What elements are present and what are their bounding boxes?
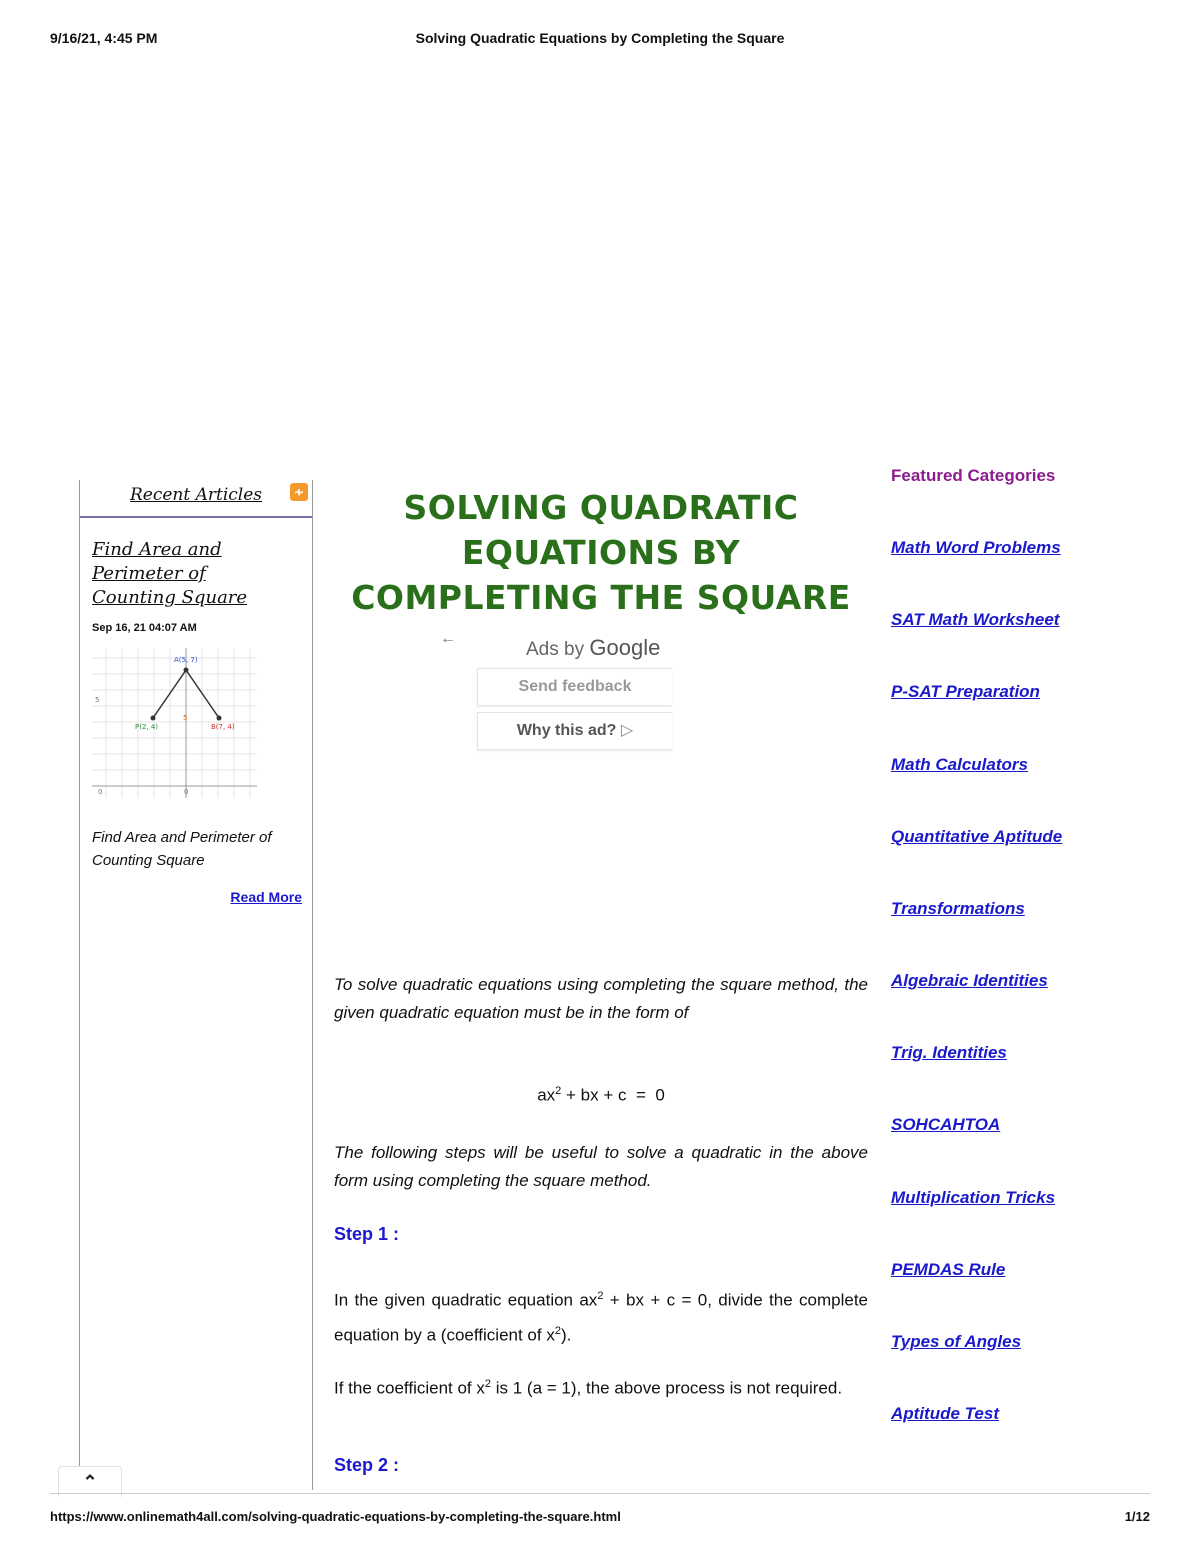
print-page-number: 1/12 bbox=[1124, 1509, 1150, 1524]
step-1-note-sup: 2 bbox=[484, 1378, 492, 1390]
print-url: https://www.onlinemath4all.com/solving-quadratic-equations-by-completing-the-square.html bbox=[50, 1509, 621, 1524]
recent-article-date: Sep 16, 21 04:07 AM bbox=[92, 622, 197, 634]
category-link-trig-identities[interactable]: Trig. Identities bbox=[891, 1043, 1007, 1062]
print-page-title: Solving Quadratic Equations by Completing the Square bbox=[415, 30, 785, 46]
category-link-sohcahtoa[interactable]: SOHCAHTOA bbox=[891, 1115, 1001, 1134]
recent-articles-header bbox=[80, 480, 312, 518]
print-datetime: 9/16/21, 4:45 PM bbox=[50, 30, 158, 46]
category-link-transformations[interactable]: Transformations bbox=[891, 899, 1025, 918]
steps-intro-paragraph: The following steps will be useful to solve a quadratic in the above form using completing the square method. bbox=[334, 1143, 868, 1190]
step-1-note-b: is 1 (a = 1), the above process is not required. bbox=[491, 1378, 843, 1398]
step-1-sup-b: 2 bbox=[554, 1324, 561, 1337]
ad-back-arrow-icon[interactable]: ← bbox=[440, 630, 456, 647]
step-1-note-paragraph bbox=[334, 1370, 868, 1403]
category-link-math-calculators[interactable]: Math Calculators bbox=[891, 755, 1028, 774]
category-link-sat-math-worksheet[interactable]: SAT Math Worksheet bbox=[891, 610, 1060, 629]
google-wordmark: Google bbox=[589, 635, 661, 660]
equation-exponent: 2 bbox=[555, 1085, 562, 1097]
recent-article-title-link[interactable]: Find Area and Perimeter of Counting Square bbox=[92, 539, 248, 608]
send-feedback-button[interactable]: Send feedback bbox=[477, 668, 672, 706]
recent-articles-sidebar bbox=[79, 480, 313, 1490]
step-1-paragraph bbox=[334, 1281, 868, 1350]
thumb-mid-tick: 5 bbox=[183, 714, 188, 722]
step-1-text-c: ). bbox=[560, 1325, 572, 1345]
step-2-heading: Step 2 : bbox=[334, 1455, 400, 1475]
category-link-pemdas-rule[interactable]: PEMDAS Rule bbox=[891, 1260, 1006, 1279]
page-title: SOLVING QUADRATIC EQUATIONS BY COMPLETING THE SQUARE bbox=[351, 488, 851, 617]
read-more-link[interactable]: Read More bbox=[230, 889, 302, 905]
category-link-aptitude-test[interactable]: Aptitude Test bbox=[891, 1404, 999, 1423]
step-1-text-b: + bx + c = 0, divide the complete equation by a (coefficient of x bbox=[334, 1290, 869, 1345]
recent-article-description: Find Area and Perimeter of Counting Square bbox=[92, 829, 272, 869]
step-1-heading: Step 1 : bbox=[334, 1224, 400, 1244]
equation-rest: + bx + c = 0 bbox=[561, 1085, 665, 1105]
thumb-x-tick-a: 0 bbox=[98, 788, 103, 796]
footer-divider bbox=[50, 1493, 1150, 1494]
why-this-ad-button[interactable] bbox=[477, 712, 672, 750]
print-header bbox=[50, 30, 1150, 50]
thumb-right-label: B(7, 4) bbox=[211, 723, 235, 731]
category-link-multiplication-tricks[interactable]: Multiplication Tricks bbox=[891, 1188, 1056, 1207]
category-link-math-word-problems[interactable]: Math Word Problems bbox=[891, 538, 1061, 557]
category-link-quantitative-aptitude[interactable]: Quantitative Aptitude bbox=[891, 827, 1063, 846]
play-triangle-icon: ▷ bbox=[620, 722, 634, 739]
thumb-y-tick: 5 bbox=[95, 696, 100, 704]
chevron-up-icon: ⌃ bbox=[82, 1472, 98, 1492]
standard-form-equation bbox=[334, 1085, 868, 1106]
recent-article-thumbnail[interactable] bbox=[92, 648, 257, 798]
recent-articles-heading: Recent Articles bbox=[129, 485, 263, 505]
category-link-algebraic-identities[interactable]: Algebraic Identities bbox=[891, 971, 1048, 990]
category-link-psat-preparation[interactable]: P-SAT Preparation bbox=[891, 682, 1040, 701]
featured-categories-heading: Featured Categories bbox=[891, 466, 1056, 485]
thumb-left-label: P(2, 4) bbox=[135, 723, 159, 731]
intro-paragraph: To solve quadratic equations using completing the square method, the given quadratic equation must be in the form of bbox=[334, 975, 868, 1022]
step-1-sup-a: 2 bbox=[597, 1290, 604, 1302]
ads-by-google-label bbox=[526, 635, 660, 661]
step-1-text-a: In the given quadratic equation ax bbox=[334, 1290, 598, 1310]
category-link-types-of-angles[interactable]: Types of Angles bbox=[891, 1332, 1022, 1351]
thumb-apex-label: A(5, 7) bbox=[174, 656, 198, 664]
why-this-ad-label: Why this ad? bbox=[516, 722, 617, 739]
equation-ax: ax bbox=[537, 1085, 556, 1105]
thumb-x-tick-b: 0 bbox=[184, 788, 189, 796]
ads-by-text: Ads by bbox=[526, 639, 585, 660]
step-1-note-a: If the coefficient of x bbox=[334, 1378, 485, 1398]
rss-icon[interactable]: ∻ bbox=[290, 483, 308, 501]
